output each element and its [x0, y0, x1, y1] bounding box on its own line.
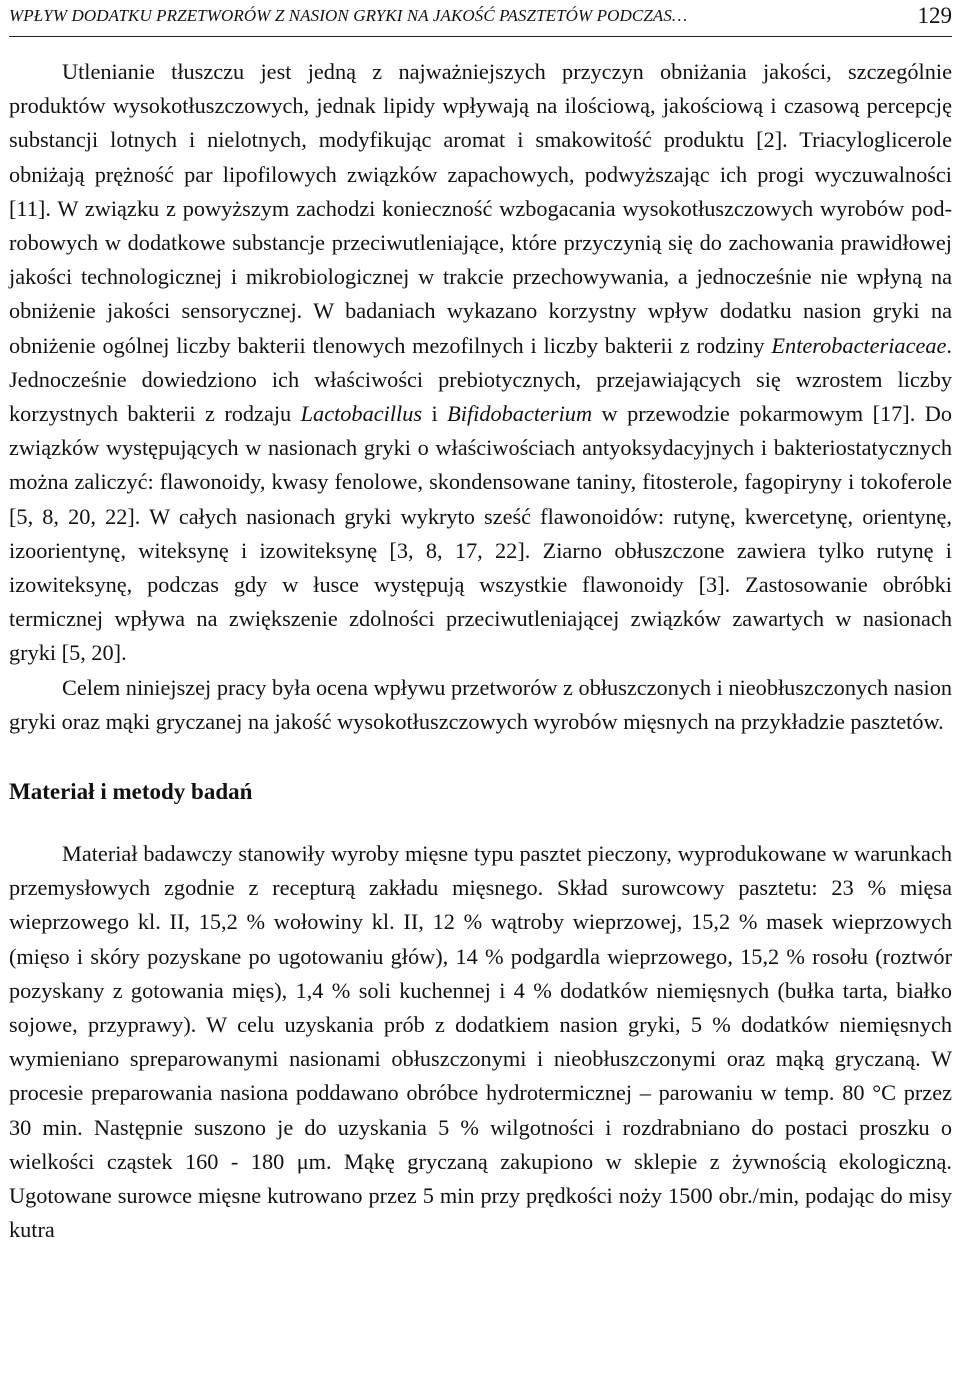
paragraph-text: w przewodzie pokarmowym [17]. Do związków występujących w nasionach gryki o właściwościach antyoksydacyjnych i bakteriostatycznych można zaliczyć: flawonoidy, kwasy fenolowe, skondensowane taniny, fitosterole, fagopiryny i tokoferole [5, 8, 20, 22]. W całych nasionach gryki wykryto sześć flawonoidów: rutynę, kwercetynę, orientynę, izoorientynę, witeksynę i izowiteksynę [3, 8, 17, 22]. Ziarno obłuszczone zawiera tylko rutynę i izowiteksynę, podczas gdy w łusce występują wszystkie flawonoidy [3]. Zastosowanie obróbki termicznej wpływa na zwiększenie zdolności przeciwutleniającej związków zawartych w nasionach gryki [5, 20].: [9, 401, 952, 666]
running-header: [9, 0, 952, 37]
paragraph-text: Utlenianie tłuszczu jest jedną z najważniejszych przyczyn obniżania jakości, szczególnie produktów wysokotłuszczowych, jednak lipidy wpływają na ilościową, jakościową i czasową percepcję substancji lotnych i nielotnych, modyfikując aromat i smakowitość produktu [2]. Triacyloglicerole obniżają prężność par lipofilowych związków zapachowych, podwyższając ich progi wyczuwalności [11]. W związku z powyższym zachodzi konieczność wzbogacania wysokotłuszczowych wyrobów podrobowych w dodatkowe substancje przeciwutleniające, które przyczynią się do zachowania prawidłowej jakości technologicznej i mikrobiologicznej w trakcie przechowywania, a jednocześnie nie wpłyną na obniżenie jakości sensorycznej. W badaniach wykazano korzystny wpływ dodatku nasion gryki na obniżenie ogólnej liczby bakterii tlenowych mezofilnych i liczby bakterii z rodziny: [9, 59, 952, 358]
taxon-name: Bifidobacterium: [447, 401, 593, 427]
taxon-name: Lactobacillus: [300, 401, 423, 427]
section-heading: Materiał i metody badań: [9, 779, 253, 805]
paragraph-text: . Jednocześnie dowiedziono ich właściwości prebiotycznych, przejawiających się wzrostem liczby korzystnych bakterii z rodzaju: [9, 332, 952, 427]
paragraph: Materiał badawczy stanowiły wyroby mięsne typu pasztet pieczony, wyprodukowane w warunkach przemysłowych zgodnie z recepturą zakładu mięsnego. Skład surowcowy pasztetu: 23 % mięsa wieprzowego kl. II, 15,2 % wołowiny kl. II, 12 % wątroby wieprzowej, 15,2 % masek wieprzowych (mięso i skóry pozyskane po ugotowaniu głów), 14 % podgardla wieprzowego, 15,2 % rosołu (roztwór pozyskany z gotowania mięs), 1,4 % soli kuchennej i 4 % dodatków niemięsnych (bułka tarta, białko sojowe, przyprawy). W celu uzyskania prób z dodatkiem nasion gryki, 5 % dodatków niemięsnych wymieniano spreparowanymi nasionami obłuszczonymi i nieobłuszczonymi oraz mąką gryczaną. W procesie preparowania nasiona poddawano obróbce hydrotermicznej – parowaniu w temp. 80 °C przez 30 min. Następnie suszono je do uzyskania 5 % wilgotności i rozdrabniano do postaci proszku o wielkości cząstek 160 - 180 μm. Mąkę gryczaną zakupiono w sklepie z żywnością ekologiczną. Ugotowane surowce mięsne kutrowano przez 5 min przy prędkości noży 1500 obr./min, podając do misy kutra: [9, 841, 952, 1243]
methods-text: [9, 837, 952, 1247]
taxon-name: Enterobacteriaceae: [771, 332, 947, 358]
paragraph-text: i: [422, 401, 448, 427]
paragraph: [9, 55, 952, 671]
introduction-text: [9, 55, 952, 739]
running-title: WPŁYW DODATKU PRZETWORÓW Z NASION GRYKI NA JAKOŚĆ PASZTETÓW PODCZAS…: [9, 6, 688, 25]
document-page: [9, 0, 952, 1248]
page-number: 129: [917, 3, 952, 28]
paragraph: Celem niniejszej pracy była ocena wpływu przetworów z obłuszczonych i nieobłuszczonych nasion gryki oraz mąki gryczanej na jakość wysokotłuszczowych wyrobów mięsnych na przykładzie pasztetów.: [9, 674, 952, 734]
